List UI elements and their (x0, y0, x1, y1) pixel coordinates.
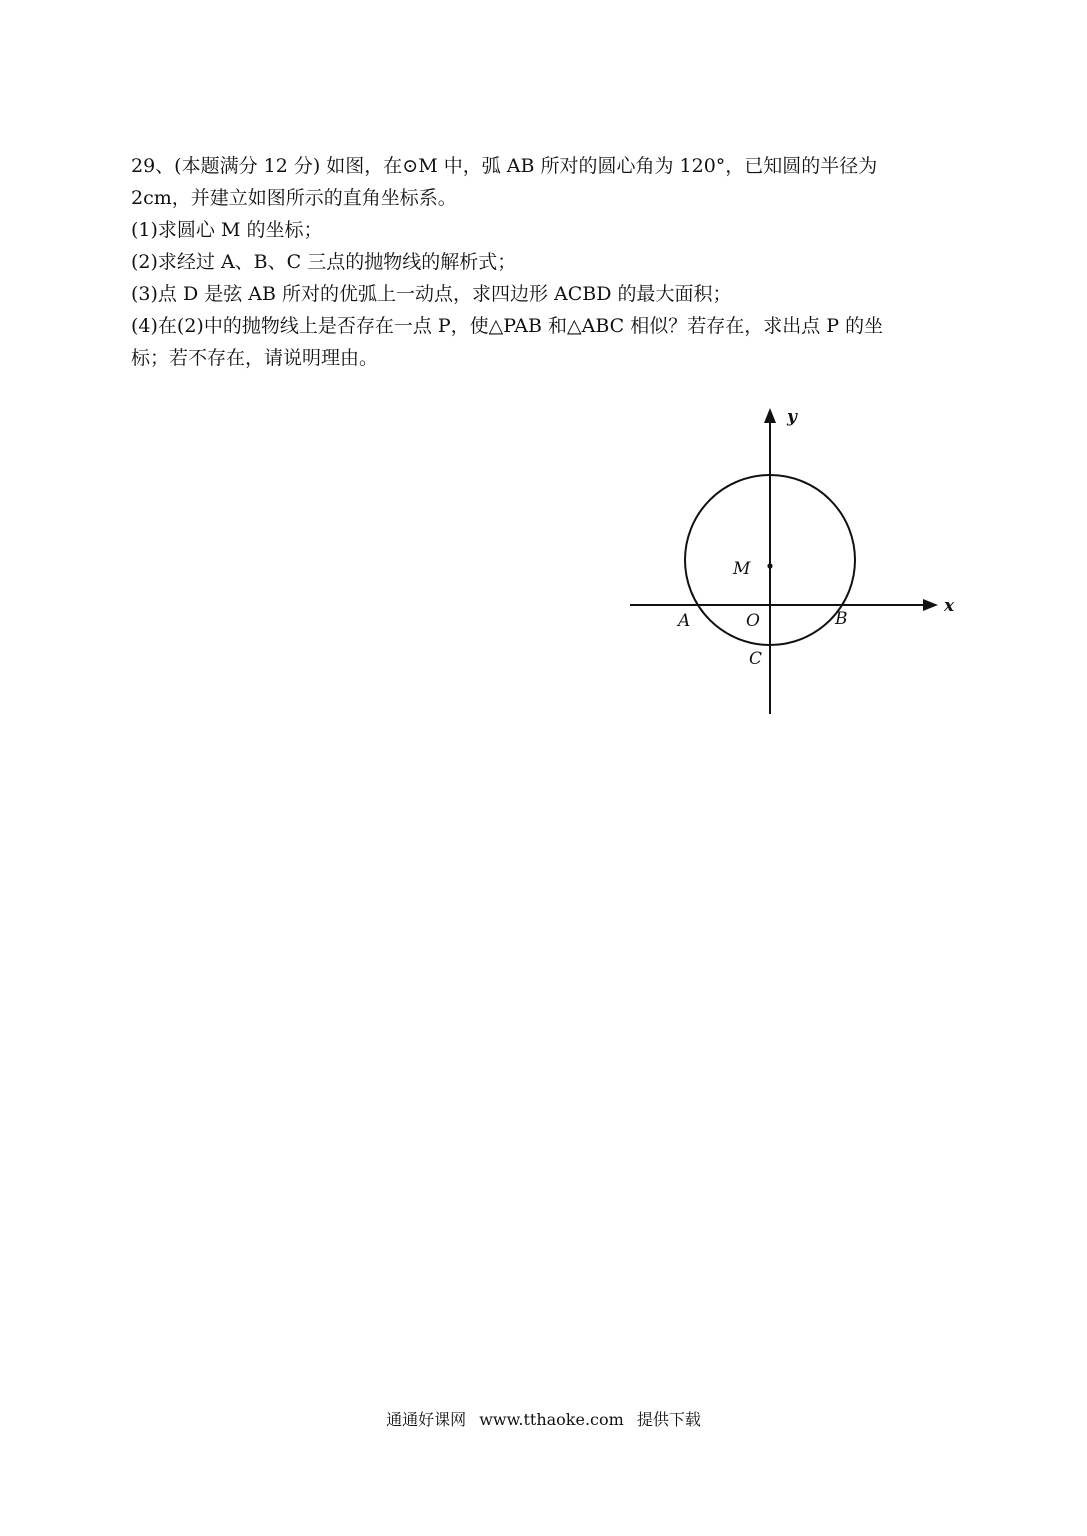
coordinate-figure (620, 398, 970, 720)
point-m-label: M (733, 559, 751, 579)
figure-svg (620, 398, 970, 720)
footer-site-url[interactable]: www.tthaoke.com (479, 1410, 624, 1429)
question-1: (1)求圆心 M 的坐标； (131, 219, 323, 241)
problem-statement-line-2: 2cm，并建立如图所示的直角坐标系。 (131, 187, 457, 209)
point-b-label: B (835, 609, 848, 629)
question-2: (2)求经过 A、B、C 三点的抛物线的解析式； (131, 251, 517, 273)
footer-note: 提供下载 (636, 1410, 701, 1429)
y-axis-arrow (764, 408, 776, 423)
x-axis-label: x (944, 596, 955, 616)
page-footer (0, 1409, 1087, 1431)
question-4-line-1: (4)在(2)中的抛物线上是否存在一点 P，使△PAB 和△ABC 相似？若存在，求出点 P 的坐 (131, 315, 884, 337)
question-3: (3)点 D 是弦 AB 所对的优弧上一动点，求四边形 ACBD 的最大面积； (131, 283, 732, 305)
problem-text (131, 150, 981, 374)
x-axis-arrow (923, 599, 938, 611)
footer-site-name: 通通好课网 (386, 1410, 467, 1429)
problem-statement-line-1: 29、(本题满分 12 分) 如图，在⊙M 中，弧 AB 所对的圆心角为 120°，已知圆的半径为 (131, 155, 878, 177)
question-4-line-2: 标；若不存在，请说明理由。 (131, 347, 379, 369)
point-o-label: O (746, 611, 760, 631)
point-c-label: C (749, 649, 763, 669)
y-axis-label: y (787, 407, 797, 427)
center-point-m (767, 563, 772, 568)
point-a-label: A (678, 611, 691, 631)
